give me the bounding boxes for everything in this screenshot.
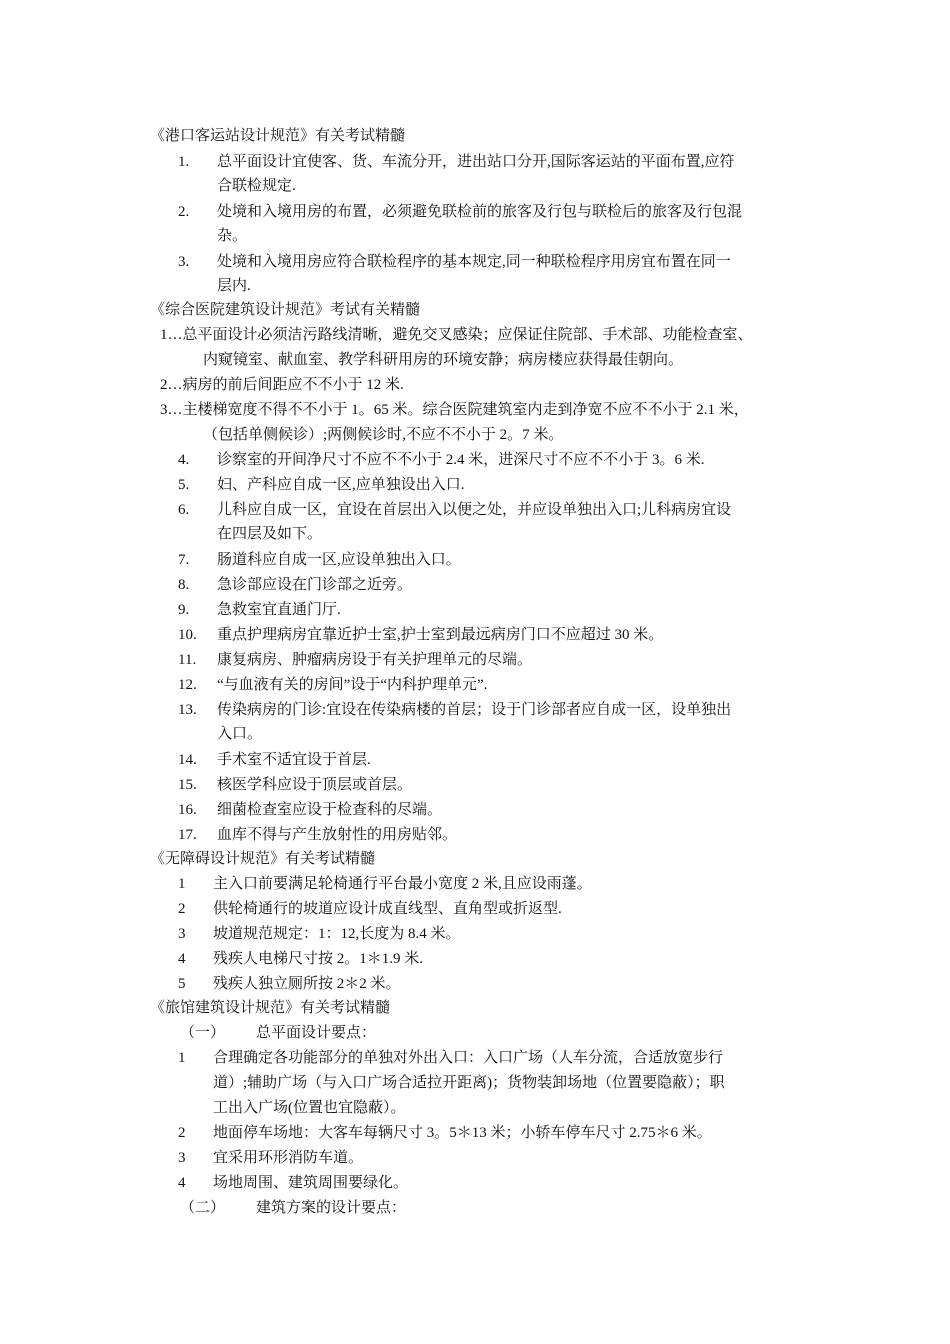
item-text: 核医学科应设于顶层或首层。 [217,777,413,793]
item-text: 杂。 [217,228,248,244]
item-text: 2…病房的前后间距应不不小于 12 米. [160,377,404,393]
item-text: 工出入广场(位置也宜隐蔽）。 [213,1100,406,1116]
item-text: 3…主楼梯宽度不得不不小于 1。65 米。综合医院建筑室内走到净宽不应不不小于 2.1 米， [160,402,749,418]
item-number: 2. [178,204,190,220]
item-number: 2 [178,901,186,917]
subsection-title: 总平面设计要点： [256,1025,377,1041]
item-text: 传染病房的门诊:宜设在传染病楼的首层；设于门诊部者应自成一区，设单独出 [217,702,732,718]
item-number: 4. [178,452,190,468]
item-text: 诊察室的开间净尺寸不应不不小于 2.4 米，进深尺寸不应不不小于 3。6 米. [217,452,705,468]
item-text: “与血液有关的房间”设于“内科护理单元”. [217,677,488,693]
item-number: 3 [178,926,186,942]
item-text: 主入口前要满足轮椅通行平台最小宽度 2 米,且应设雨蓬。 [213,876,592,892]
item-text: 供轮椅通行的坡道应设计成直线型、直角型或折返型. [213,901,562,917]
section-heading: 《无障碍设计规范》有关考试精髓 [150,851,376,867]
item-number: 1. [178,154,190,170]
item-number: 6. [178,502,190,518]
item-text: 手术室不适宜设于首层. [217,752,371,768]
item-number: 11. [178,652,197,668]
item-number: 8. [178,577,190,593]
item-text: 残疾人电梯尺寸按 2。1＊1.9 米. [213,951,424,967]
item-number: 4 [178,1175,186,1191]
item-text: 合理确定各功能部分的单独对外出入口：入口广场（人车分流，合适放宽步行 [213,1050,724,1066]
item-text: 合联检规定. [217,178,296,194]
item-text: 地面停车场地：大客车每辆尺寸 3。5＊13 米；小轿车停车尺寸 2.75＊6 米。 [213,1125,712,1141]
item-number: 5 [178,976,186,992]
item-text: 康复病房、肿瘤病房设于有关护理单元的尽端。 [217,652,533,668]
subsection-title: 建筑方案的设计要点： [256,1200,407,1216]
item-text: 急救室宜直通门厅. [217,602,341,618]
item-number: 4 [178,951,186,967]
item-text: 内窥镜室、献血室、教学科研用房的环境安静；病房楼应获得最佳朝向。 [203,352,684,368]
item-number: 5. [178,477,190,493]
item-text: 残疾人独立厕所按 2＊2 米。 [213,976,401,992]
subsection-number: （一） [180,1025,226,1041]
item-number: 1 [178,1050,186,1066]
item-text: 血库不得与产生放射性的用房贴邻。 [217,827,458,843]
item-text: 层内. [217,278,251,294]
item-number: 7. [178,552,190,568]
item-number: 1 [178,876,186,892]
item-text: 急诊部应设在门诊部之近旁。 [217,577,413,593]
item-text: 道）;辅助广场（与入口广场合适拉开距离)；货物装卸场地（位置要隐蔽）；职 [213,1075,725,1091]
item-text: 场地周围、建筑周围要绿化。 [213,1175,409,1191]
item-text: 肠道科应自成一区,应设单独出入口。 [217,552,461,568]
item-text: 妇、产科应自成一区,应单独设出入口. [217,477,465,493]
item-text: 1…总平面设计必须洁污路线清晰，避免交叉感染；应保证住院部、手术部、功能检查室、 [160,327,753,343]
item-text: （包括单侧候诊）;两侧候诊时,不应不不小于 2。7 米。 [203,427,564,443]
item-number: 14. [178,752,197,768]
section-heading: 《港口客运站设计规范》有关考试精髓 [150,128,406,144]
item-text: 处境和入境用房的布置，必须避免联检前的旅客及行包与联检后的旅客及行包混 [217,204,743,220]
item-number: 3. [178,254,190,270]
item-number: 16. [178,802,197,818]
item-number: 9. [178,602,190,618]
item-number: 3 [178,1150,186,1166]
item-text: 总平面设计宜使客、货、车流分开，进出站口分开,国际客运站的平面布置,应符 [217,154,735,170]
item-number: 13. [178,702,197,718]
item-text: 坡道规范规定：1：12,长度为 8.4 米。 [213,926,461,942]
item-number: 2 [178,1125,186,1141]
item-text: 细菌检查室应设于检查科的尽端。 [217,802,443,818]
item-text: 处境和入境用房应符合联检程序的基本规定,同一种联检程序用房宜布置在同一 [217,254,731,270]
section-heading: 《综合医院建筑设计规范》考试有关精髓 [150,302,421,318]
subsection-number: （二） [180,1200,226,1216]
item-number: 15. [178,777,197,793]
item-number: 10. [178,627,197,643]
item-number: 12. [178,677,197,693]
item-number: 17. [178,827,197,843]
item-text: 宜采用环形消防车道。 [213,1150,364,1166]
item-text: 在四层及如下。 [217,526,323,542]
item-text: 重点护理病房宜靠近护士室,护士室到最远病房门口不应超过 30 米。 [217,627,664,643]
item-text: 儿科应自成一区，宜设在首层出入以便之处，并应设单独出入口;儿科病房宜设 [217,502,732,518]
section-heading: 《旅馆建筑设计规范》有关考试精髓 [150,1000,391,1016]
item-text: 入口。 [217,726,263,742]
